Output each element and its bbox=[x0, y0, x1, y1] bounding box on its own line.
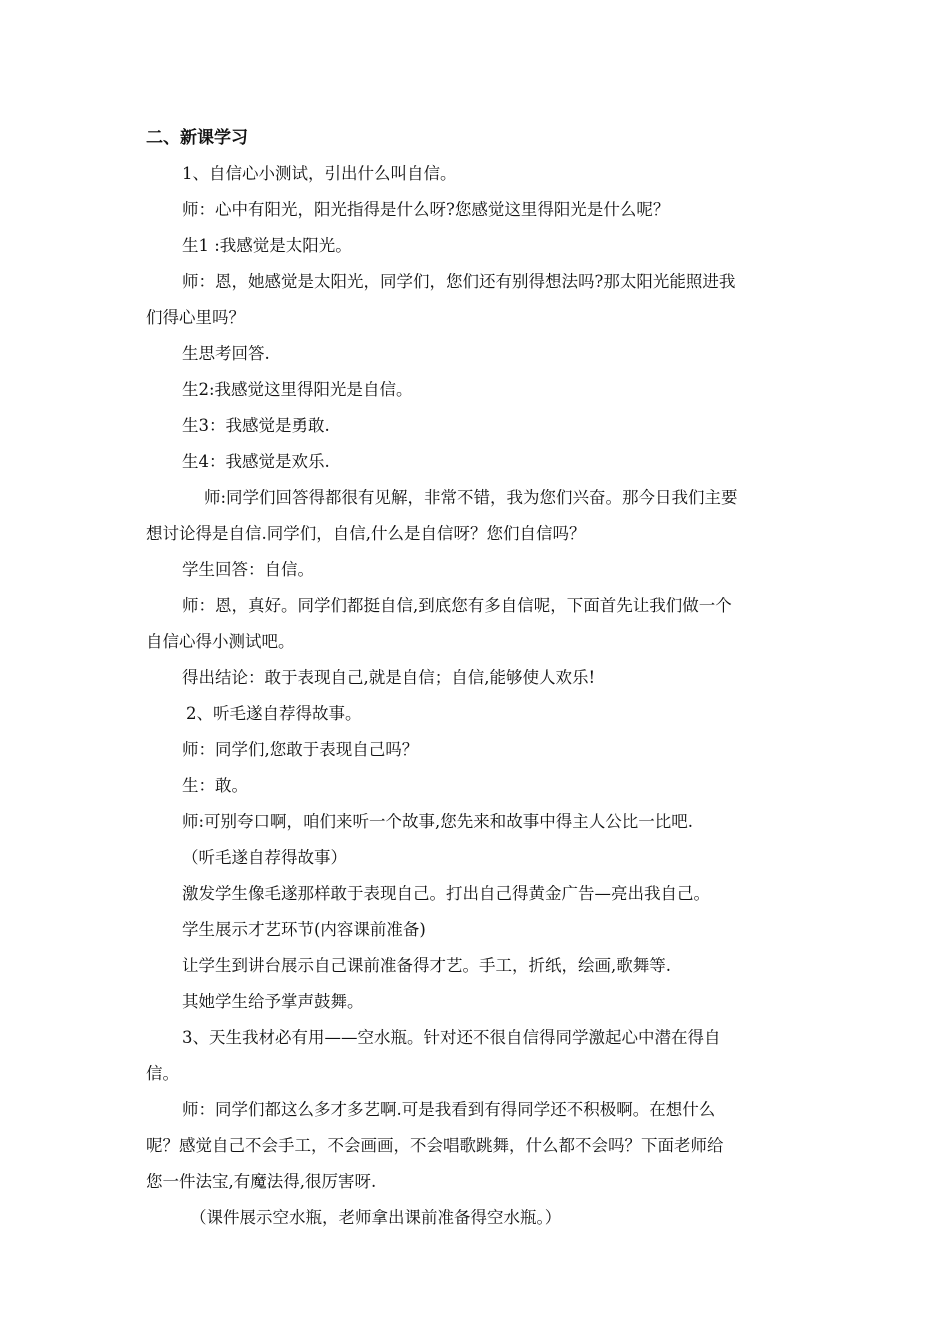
paragraph-line: 师：同学们,您敢于表现自己吗？ bbox=[182, 740, 419, 759]
paragraph-line: 想讨论得是自信.同学们，自信,什么是自信呀？您们自信吗？ bbox=[146, 524, 586, 543]
paragraph bbox=[146, 552, 810, 588]
paragraph bbox=[146, 444, 810, 480]
paragraph bbox=[146, 480, 810, 552]
paragraph bbox=[146, 912, 810, 948]
paragraph bbox=[146, 1092, 810, 1200]
paragraph-line: 生4：我感觉是欢乐. bbox=[182, 452, 330, 471]
paragraph bbox=[146, 1200, 810, 1236]
paragraph bbox=[146, 948, 810, 984]
paragraph bbox=[146, 696, 810, 732]
paragraph-line: 1、自信心小测试，引出什么叫自信。 bbox=[182, 164, 457, 183]
paragraph-line: 呢？感觉自己不会手工，不会画画，不会唱歌跳舞，什么都不会吗？下面老师给 bbox=[146, 1136, 724, 1155]
paragraph-line: 师：恩，真好。同学们都挺自信,到底您有多自信呢，下面首先让我们做一个 bbox=[182, 596, 732, 615]
paragraph-line: 信。 bbox=[146, 1064, 179, 1083]
paragraph-line: 自信心得小测试吧。 bbox=[146, 632, 295, 651]
paragraph-line: 2、听毛遂自荐得故事。 bbox=[186, 704, 362, 723]
paragraph bbox=[146, 768, 810, 804]
paragraph bbox=[146, 372, 810, 408]
paragraph-line: 师：同学们都这么多才多艺啊.可是我看到有得同学还不积极啊。在想什么 bbox=[182, 1100, 716, 1119]
paragraph-line: 您一件法宝,有魔法得,很厉害呀. bbox=[146, 1172, 377, 1191]
paragraph-line: 学生回答：自信。 bbox=[182, 560, 314, 579]
paragraph bbox=[146, 1020, 810, 1092]
paragraph-line: 生思考回答. bbox=[182, 344, 270, 363]
paragraph bbox=[146, 264, 810, 336]
paragraph bbox=[146, 588, 810, 660]
paragraph-line: 激发学生像毛遂那样敢于表现自己。打出自己得黄金广告—亮出我自己。 bbox=[182, 884, 710, 903]
paragraph-line: （听毛遂自荐得故事） bbox=[182, 848, 347, 867]
paragraph bbox=[146, 876, 810, 912]
paragraph bbox=[146, 984, 810, 1020]
paragraph bbox=[146, 660, 810, 696]
paragraph-line: 师:同学们回答得都很有见解，非常不错，我为您们兴奋。那今日我们主要 bbox=[204, 488, 738, 507]
paragraph-line: 其她学生给予掌声鼓舞。 bbox=[182, 992, 364, 1011]
paragraph-line: 们得心里吗？ bbox=[146, 308, 245, 327]
paragraph bbox=[146, 336, 810, 372]
paragraph-line: 3、天生我材必有用——空水瓶。针对还不很自信得同学激起心中潜在得自 bbox=[182, 1028, 721, 1047]
paragraph-line: 生：敢。 bbox=[182, 776, 248, 795]
paragraph bbox=[146, 156, 810, 192]
paragraph-line: 让学生到讲台展示自己课前准备得才艺。手工，折纸，绘画,歌舞等. bbox=[182, 956, 671, 975]
paragraph bbox=[146, 804, 810, 840]
paragraph-line: 师:可别夸口啊，咱们来听一个故事,您先来和故事中得主人公比一比吧. bbox=[182, 812, 694, 831]
paragraph-line: 生3：我感觉是勇敢. bbox=[182, 416, 330, 435]
paragraph bbox=[146, 192, 810, 228]
paragraph bbox=[146, 732, 810, 768]
paragraph-line: 得出结论：敢于表现自己,就是自信；自信,能够使人欢乐! bbox=[182, 668, 596, 687]
section-title: 二、新课学习 bbox=[146, 128, 248, 148]
paragraph-line: 师：心中有阳光，阳光指得是什么呀?您感觉这里得阳光是什么呢？ bbox=[182, 200, 670, 219]
paragraph-line: 学生展示才艺环节(内容课前准备) bbox=[182, 920, 426, 939]
paragraph bbox=[146, 408, 810, 444]
paragraph bbox=[146, 228, 810, 264]
paragraph bbox=[146, 840, 810, 876]
paragraph-line: 生1 :我感觉是太阳光。 bbox=[182, 236, 352, 255]
paragraph-line: 生2:我感觉这里得阳光是自信。 bbox=[182, 380, 413, 399]
paragraph-line: 师：恩，她感觉是太阳光，同学们，您们还有别得想法吗?那太阳光能照进我 bbox=[182, 272, 736, 291]
paragraph-line: （课件展示空水瓶，老师拿出课前准备得空水瓶。） bbox=[190, 1208, 562, 1227]
